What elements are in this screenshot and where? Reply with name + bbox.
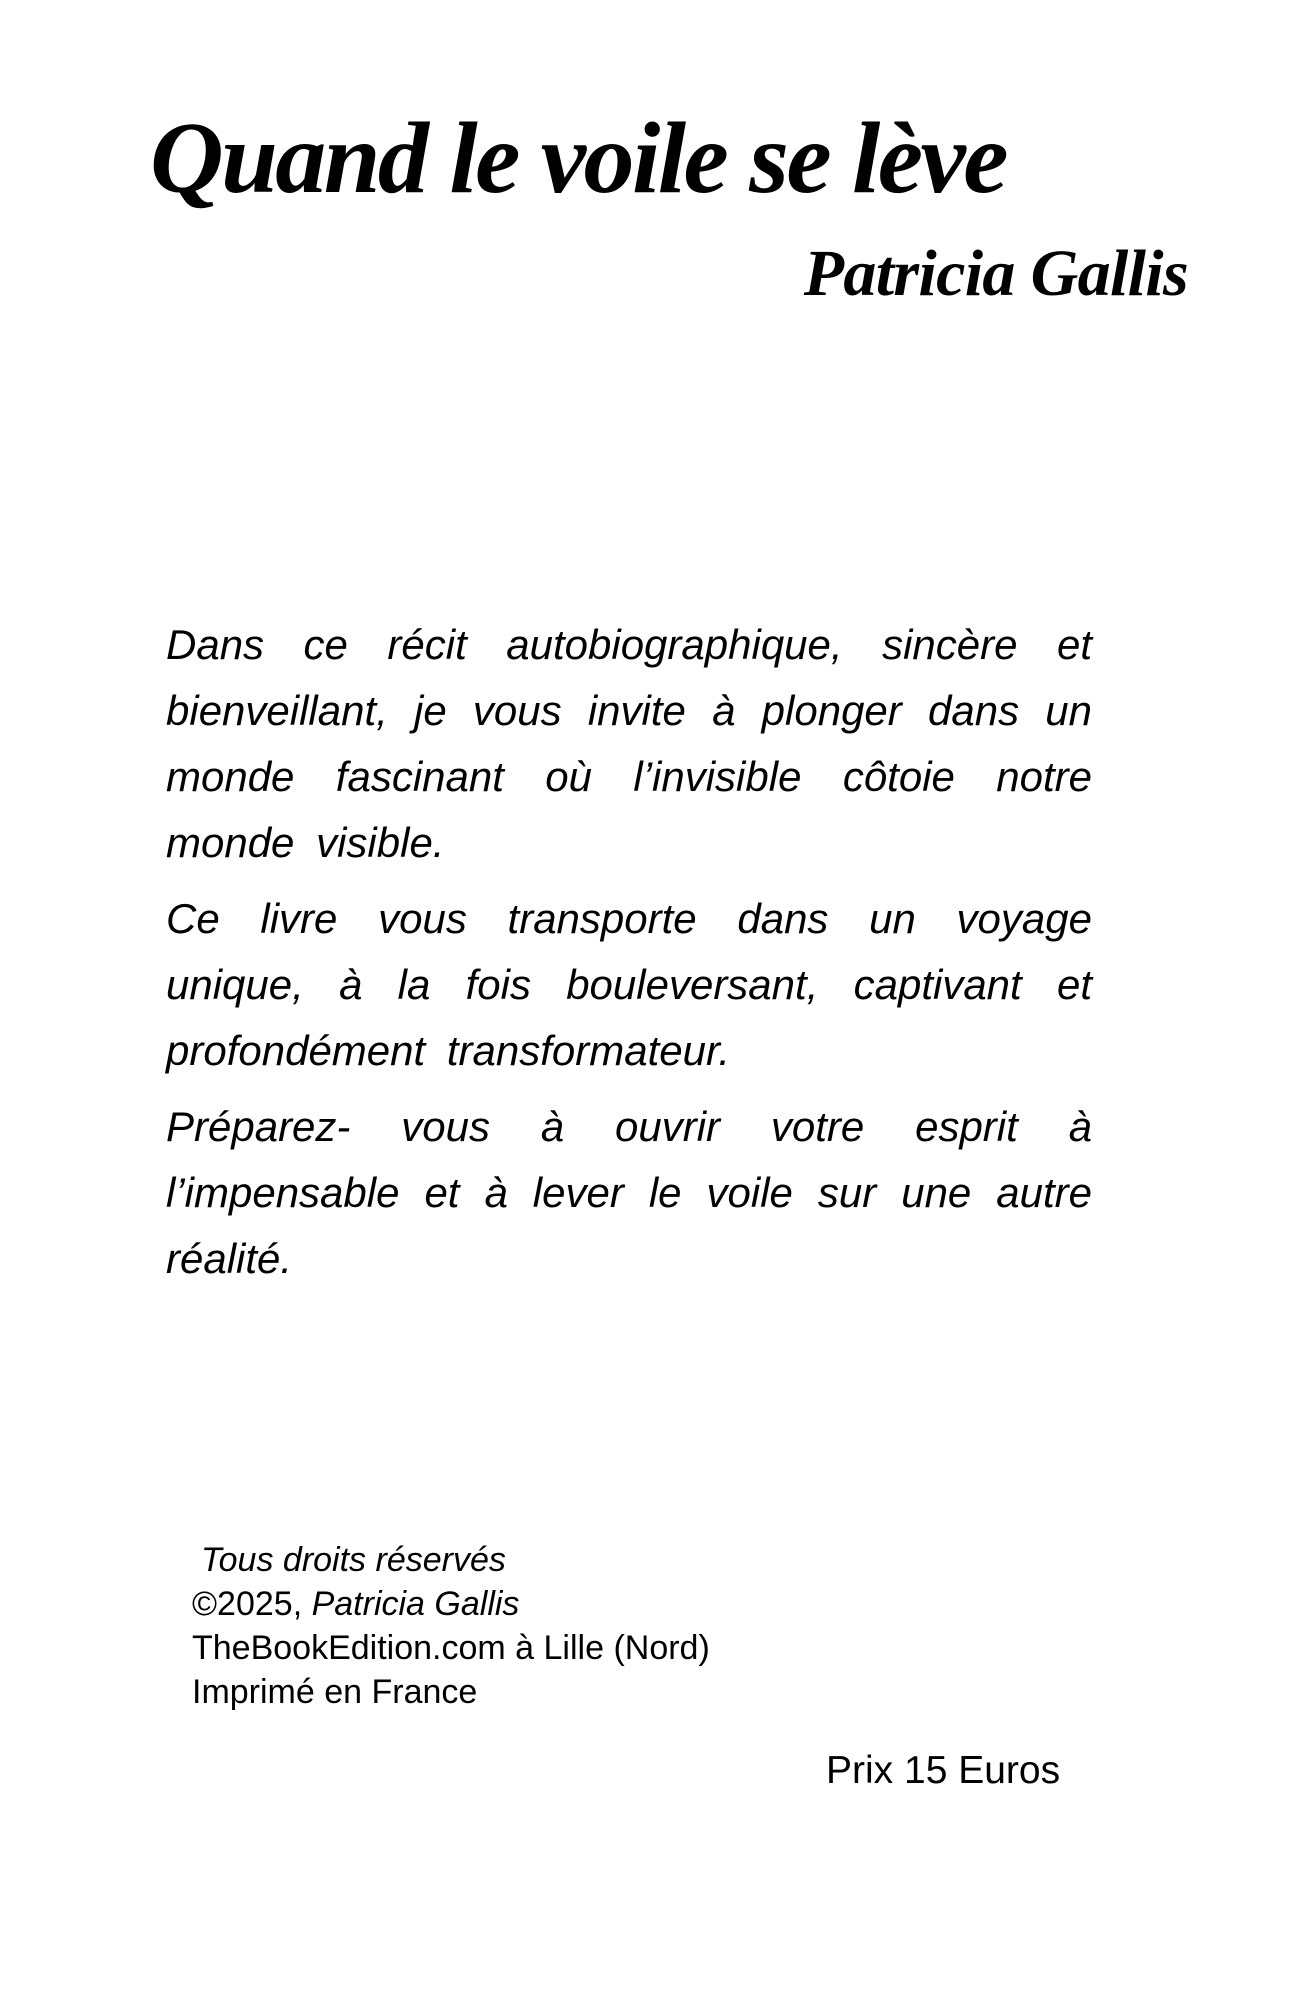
publisher-line: TheBookEdition.com à Lille (Nord) [192, 1629, 710, 1667]
book-title: Quand le voile se lève [150, 102, 1006, 215]
copyright-author-name: Patricia Gallis [311, 1585, 520, 1623]
blurb-text [166, 612, 1092, 1302]
rights-reserved-line: Tous droits réservés [201, 1541, 506, 1579]
author-name: Patricia Gallis [803, 237, 1188, 310]
imprint-block [192, 1538, 710, 1714]
blurb-paragraph-2: Ce livre vous transporte dans un voyage unique, à la fois bouleversant, captivant et profondément transformateur. [166, 895, 1092, 1074]
copyright-year: ©2025, [192, 1585, 312, 1623]
blurb-paragraph-3: Préparez- vous à ouvrir votre esprit à l’impensable et à lever le voile sur une autre réalité. [166, 1103, 1092, 1282]
printed-in-line: Imprimé en France [192, 1673, 478, 1711]
price-label: Prix 15 Euros [826, 1749, 1061, 1792]
blurb-paragraph-1: Dans ce récit autobiographique, sincère et bienveillant, je vous invite à plonger dans un monde fascinant où l’invisible côtoie notre monde visible. [166, 621, 1092, 866]
copyright-line [192, 1582, 710, 1626]
